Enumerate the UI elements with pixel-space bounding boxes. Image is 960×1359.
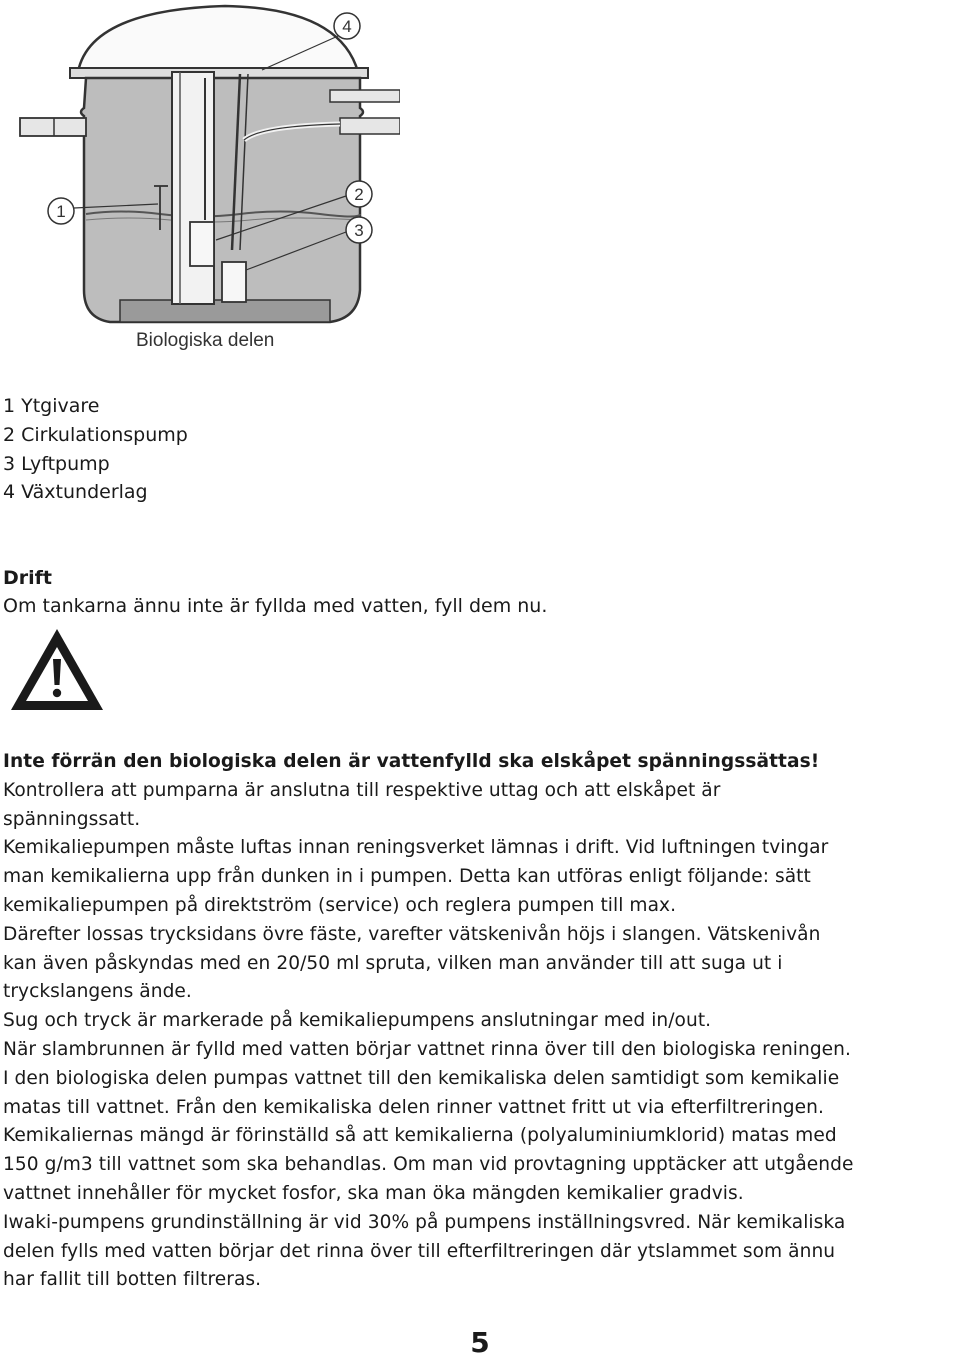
body-line: 150 g/m3 till vattnet som ska behandlas. Om man vid provtagning upptäcker att utgående <box>3 1154 854 1176</box>
legend-item: 1 Ytgivare <box>3 395 100 417</box>
warning-triangle-icon <box>8 626 106 714</box>
section-heading: Drift <box>3 567 53 589</box>
body-line: Därefter lossas trycksidans övre fäste, varefter vätskenivån höjs i slangen. Vätskenivån <box>3 923 821 945</box>
body-line: delen fylls med vatten börjar det rinna över till efterfiltreringen där ytslammet som ännu <box>3 1240 836 1262</box>
body-line: tryckslangens ände. <box>3 981 192 1003</box>
body-line: Sug och tryck är markerade på kemikaliepumpens anslutningar med in/out. <box>3 1010 712 1032</box>
legend-item: 2 Cirkulationspump <box>3 423 188 446</box>
figure-caption: Biologiska delen <box>136 330 275 351</box>
tank-diagram <box>0 0 400 360</box>
lift-pump <box>222 262 246 302</box>
legend-item: 4 Växtunderlag <box>3 481 148 504</box>
legend-item: 3 Lyftpump <box>3 452 110 475</box>
section-intro: Om tankarna ännu inte är fyllda med vatten, fyll dem nu. <box>3 595 548 617</box>
lid-rim <box>70 68 368 78</box>
circulation-pump <box>190 222 214 266</box>
outlet-pipe-lower <box>340 118 400 134</box>
body-line: vattnet innehåller för mycket fosfor, ska man öka mängden kemikalier gradvis. <box>3 1182 744 1204</box>
body-line: kan även påskyndas med en 20/50 ml spruta, vilken man använder till att suga ut i <box>3 952 783 974</box>
inlet-pipe <box>20 118 86 136</box>
figure-legend <box>3 392 188 507</box>
body-line: Kemikaliepumpen måste luftas innan reningsverket lämnas i drift. Vid luftningen tvingar <box>3 837 829 859</box>
callout-4-label: 4 <box>342 17 352 36</box>
outlet-pipe-upper <box>330 90 400 102</box>
body-line: Iwaki-pumpens grundinställning är vid 30% på pumpens inställningsvred. När kemikaliska <box>3 1211 846 1233</box>
central-shaft <box>172 72 214 304</box>
body-line: matas till vattnet. Från den kemikaliska delen rinner vattnet fritt ut via efterfiltreringen. <box>3 1096 824 1118</box>
body-line: När slambrunnen är fylld med vatten börjar vattnet rinna över till den biologiska reningen. <box>3 1038 851 1060</box>
biological-tank-illustration <box>0 0 400 360</box>
body-text <box>3 748 960 1295</box>
body-line: kemikaliepumpen på direktström (service) och reglera pumpen till max. <box>3 894 677 916</box>
callout-1-label: 1 <box>56 202 66 221</box>
warning-statement: Inte förrän den biologiska delen är vattenfylld ska elskåpet spänningssättas! <box>3 751 820 772</box>
body-line: spänningssatt. <box>3 808 141 830</box>
tank-base <box>120 300 330 322</box>
body-line: I den biologiska delen pumpas vattnet till den kemikaliska delen samtidigt som kemikalie <box>3 1067 840 1089</box>
body-line: Kontrollera att pumparna är anslutna till respektive uttag och att elskåpet är <box>3 779 721 801</box>
tank-lid <box>78 6 358 72</box>
callout-3-label: 3 <box>354 221 364 240</box>
callout-2-label: 2 <box>354 185 364 204</box>
body-line: man kemikalierna upp från dunken in i pumpen. Detta kan utföras enligt följande: sätt <box>3 866 811 888</box>
body-line: Kemikaliernas mängd är förinställd så att kemikalierna (polyaluminiumklorid) matas med <box>3 1125 837 1147</box>
page-number: 5 <box>470 1326 490 1359</box>
body-line: har fallit till botten filtreras. <box>3 1269 262 1291</box>
